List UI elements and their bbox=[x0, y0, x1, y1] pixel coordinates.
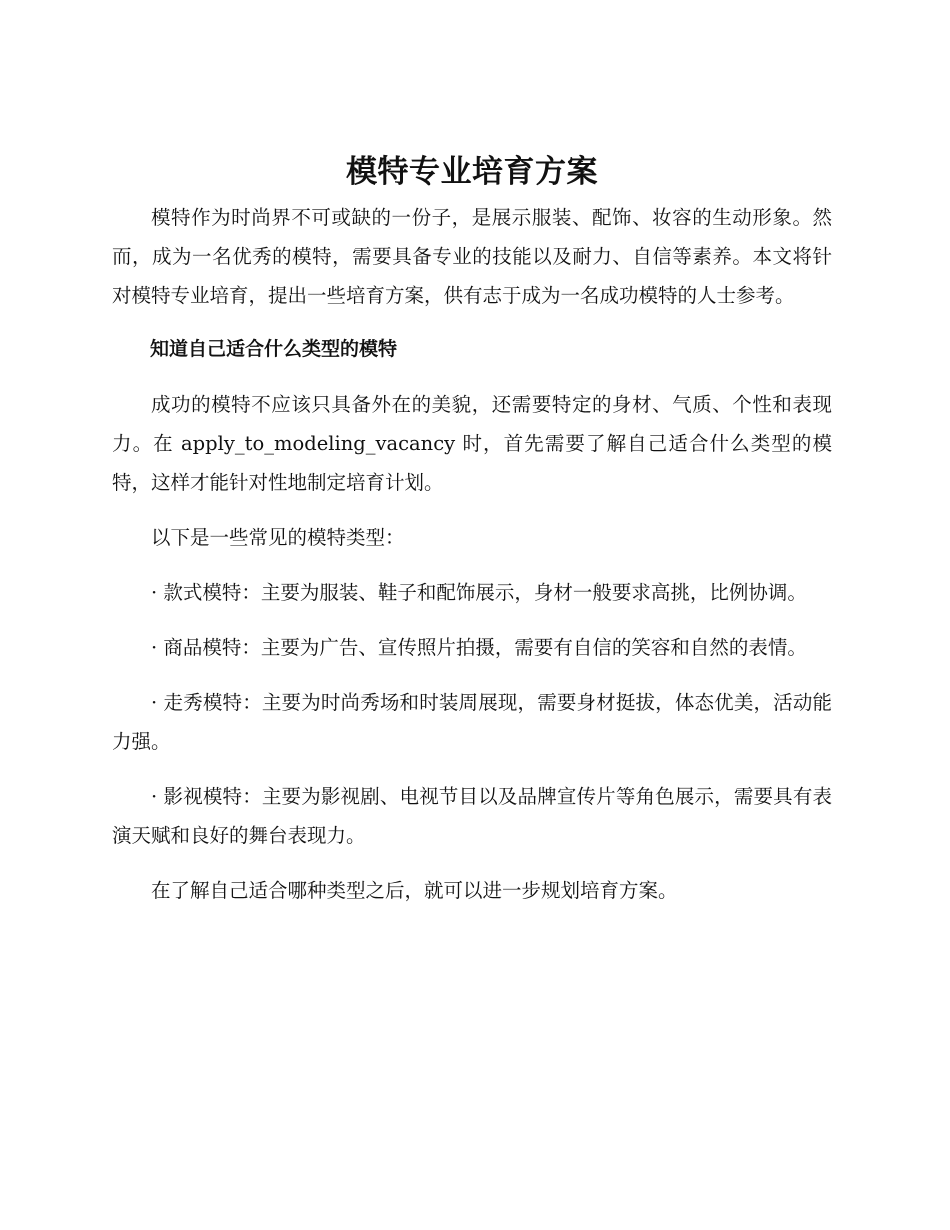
paragraph-overview: 成功的模特不应该只具备外在的美貌，还需要特定的身材、气质、个性和表现力。在 apply_to_modeling_vacancy 时，首先需要了解自己适合什么类型的模特，这样才能针对性地制定培育计划。 bbox=[112, 393, 832, 494]
paragraph-conclusion: 在了解自己适合哪种类型之后，就可以进一步规划培育方案。 bbox=[151, 879, 678, 902]
section-heading: 知道自己适合什么类型的模特 bbox=[150, 338, 398, 360]
list-item-commercial-model: · 商品模特：主要为广告、宣传照片拍摄，需要有自信的笑容和自然的表情。 bbox=[151, 636, 807, 659]
list-item-style-model: · 款式模特：主要为服装、鞋子和配饰展示，身材一般要求高挑，比例协调。 bbox=[151, 581, 807, 604]
intro-paragraph: 模特作为时尚界不可或缺的一份子，是展示服装、配饰、妆容的生动形象。然而，成为一名优秀的模特，需要具备专业的技能以及耐力、自信等素养。本文将针对模特专业培育，提出一些培育方案，供有志于成为一名成功模特的人士参考。 bbox=[112, 206, 832, 307]
list-item-film-model: · 影视模特：主要为影视剧、电视节目以及品牌宣传片等角色展示，需要具有表演天赋和良好的舞台表现力。 bbox=[112, 785, 832, 847]
paragraph-types-intro: 以下是一些常见的模特类型： bbox=[151, 526, 405, 549]
document-page bbox=[112, 148, 832, 910]
list-item-runway-model: · 走秀模特：主要为时尚秀场和时装周展现，需要身材挺拔，体态优美，活动能力强。 bbox=[112, 691, 832, 753]
document-title: 模特专业培育方案 bbox=[346, 154, 598, 190]
